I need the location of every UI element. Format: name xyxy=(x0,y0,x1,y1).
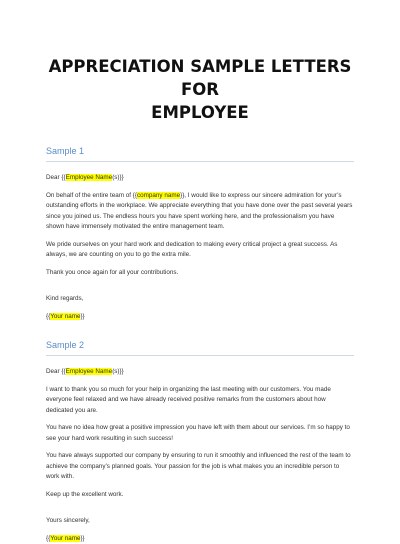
paragraph-1-start: On behalf of the entire team of {{ xyxy=(46,192,137,199)
section-divider xyxy=(46,161,354,162)
employee-name-placeholder: Employee Name xyxy=(66,174,113,181)
closing: Kind regards, xyxy=(46,294,354,305)
salutation xyxy=(46,173,354,184)
your-name-placeholder: Your name xyxy=(50,313,80,320)
paragraph-2: We pride ourselves on your hard work and dedication to making every critical project a great success. As always, we are counting on you to go the extra mile. xyxy=(46,240,354,261)
paragraph-4: Keep up the excellent work. xyxy=(46,490,354,501)
placeholder-close: (s)}} xyxy=(112,368,124,375)
salutation-prefix: Dear xyxy=(46,368,61,375)
signature xyxy=(46,534,354,544)
placeholder-close: (s)}} xyxy=(112,174,124,181)
paragraph-3: Thank you once again for all your contributions. xyxy=(46,268,354,279)
placeholder-open: {{ xyxy=(46,535,50,542)
placeholder-open: {{ xyxy=(61,368,65,375)
sample-1-heading-text: Sample 1 xyxy=(46,146,84,156)
title-line-2: EMPLOYEE xyxy=(151,103,249,122)
sample-2-section xyxy=(46,340,354,544)
sample-2-heading xyxy=(46,340,354,356)
your-name-placeholder: Your name xyxy=(50,535,80,542)
paragraph-3: You have always supported our company by ensuring to run it smoothly and influenced the rest of the team to achieve the company’s planned goals. Your passion for the job is what makes you an incredible person to work with. xyxy=(46,451,354,483)
employee-name-placeholder: Employee Name xyxy=(66,368,113,375)
document-title xyxy=(46,0,354,124)
paragraph-1 xyxy=(46,191,354,233)
paragraph-2: You have no idea how great a positive impression you have left with them about our services. I’m so happy to see your hard work resulting in such success! xyxy=(46,423,354,444)
sample-1-section xyxy=(46,146,354,322)
title-line-1: APPRECIATION SAMPLE LETTERS FOR xyxy=(49,57,352,99)
salutation-prefix: Dear xyxy=(46,174,61,181)
paragraph-1-end: }}, I would like to express our sincere admiration for your’s outstanding efforts in the workplace. We appreciate everything that you have done over the past several years since you joined us. The endless hours you have spent working here, and the professionalism you have shown have immensely motivated the entire management team. xyxy=(46,192,352,231)
signature xyxy=(46,312,354,323)
closing: Yours sincerely, xyxy=(46,516,354,527)
company-name-placeholder: company name xyxy=(137,192,180,199)
placeholder-close: }} xyxy=(80,313,84,320)
placeholder-open: {{ xyxy=(61,174,65,181)
paragraph-1: I want to thank you so much for your help in organizing the last meeting with our customers. You made everyone feel relaxed and we have already received positive remarks from the customers about how dedicated you are. xyxy=(46,385,354,417)
section-divider xyxy=(46,355,354,356)
sample-2-heading-text: Sample 2 xyxy=(46,340,84,350)
salutation xyxy=(46,367,354,378)
sample-1-heading xyxy=(46,146,354,162)
placeholder-close: }} xyxy=(80,535,84,542)
placeholder-open: {{ xyxy=(46,313,50,320)
